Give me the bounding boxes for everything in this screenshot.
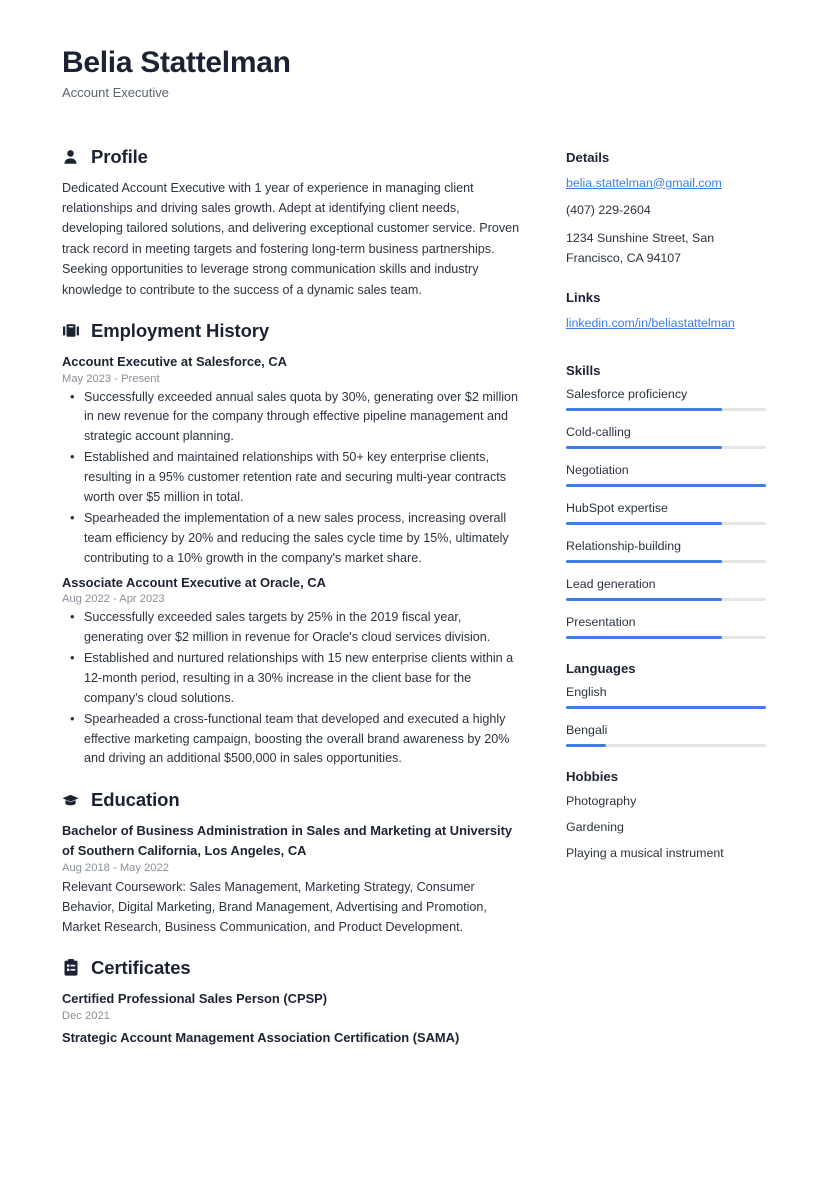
language-label: Bengali bbox=[566, 723, 608, 738]
skill-label: Relationship-building bbox=[566, 539, 682, 554]
skill-level-track bbox=[566, 446, 766, 449]
section-header-certificates bbox=[62, 957, 524, 979]
skill-level-fill bbox=[566, 636, 722, 639]
skill-label: Presentation bbox=[566, 615, 636, 630]
section-header-employment bbox=[62, 320, 524, 342]
email-link[interactable]: belia.stattelman@gmail.com bbox=[566, 175, 722, 190]
candidate-job-title: Account Executive bbox=[62, 84, 169, 100]
employment-entry-title: Account Executive at Salesforce, CA bbox=[62, 353, 287, 369]
employment-entry-bullets bbox=[62, 608, 524, 769]
section-employment-history bbox=[62, 320, 524, 769]
skill-level-track bbox=[566, 636, 766, 639]
resume-columns bbox=[62, 146, 773, 1068]
sidebar-block-hobbies bbox=[566, 769, 771, 863]
skill-item bbox=[566, 539, 771, 563]
skill-level-fill bbox=[566, 484, 766, 487]
bullet-item: • Established and maintained relationships with 50+ key enterprise clients, resulting in a 95% customer retention rate and securing multi-year contracts worth over $5 million in total. bbox=[62, 448, 524, 508]
bullet-item: • Spearheaded the implementation of a new sales process, increasing overall team efficiency by 20% and reducing the sales cycle time by 15%, ultimately contributing to a 10% growth in the company's market share. bbox=[62, 509, 524, 569]
skill-item bbox=[566, 577, 771, 601]
hobby-item: Photography bbox=[566, 794, 637, 809]
language-level-track bbox=[566, 706, 766, 709]
employment-entry bbox=[62, 573, 524, 770]
certificate-entry-title: Certified Professional Sales Person (CPSP) bbox=[62, 990, 328, 1006]
person-icon bbox=[62, 148, 79, 166]
skill-label: Cold-calling bbox=[566, 425, 631, 440]
education-entry-title: Bachelor of Business Administration in Sales and Marketing at University of Southern California, Los Angeles, CA bbox=[62, 823, 513, 858]
skill-item bbox=[566, 615, 771, 639]
skill-item bbox=[566, 463, 771, 487]
skill-label: Negotiation bbox=[566, 463, 629, 478]
hobby-item: Playing a musical instrument bbox=[566, 846, 724, 861]
section-profile bbox=[62, 146, 524, 300]
education-entry-date: Aug 2018 - May 2022 bbox=[62, 861, 169, 874]
skill-level-fill bbox=[566, 408, 722, 411]
bullet-item: • Successfully exceeded sales targets by 25% in the 2019 fiscal year, generating over $2 million in revenue for Oracle's cloud services division. bbox=[62, 608, 524, 648]
language-level-fill bbox=[566, 706, 766, 709]
section-title-profile: Profile bbox=[91, 145, 148, 167]
section-title-certificates: Certificates bbox=[91, 956, 191, 978]
main-column bbox=[62, 146, 524, 1068]
sidebar-title-languages: Languages bbox=[566, 661, 636, 677]
section-education bbox=[62, 789, 524, 937]
language-level-fill bbox=[566, 744, 606, 747]
skill-label: HubSpot expertise bbox=[566, 501, 668, 516]
employment-entry bbox=[62, 352, 524, 569]
education-entry-description: Relevant Coursework: Sales Management, Marketing Strategy, Consumer Behavior, Digital Marketing, Brand Management, Advertising and Promotion, Market Research, Business Communication, and Product Development. bbox=[62, 879, 487, 934]
education-entry bbox=[62, 821, 524, 937]
phone-text: (407) 229-2604 bbox=[566, 203, 651, 218]
sidebar-block-links bbox=[566, 290, 771, 342]
sidebar-title-hobbies: Hobbies bbox=[566, 769, 619, 785]
sidebar-block-skills bbox=[566, 363, 771, 639]
skill-level-fill bbox=[566, 560, 722, 563]
briefcase-icon bbox=[62, 322, 79, 340]
sidebar-block-languages bbox=[566, 661, 771, 747]
graduation-cap-icon bbox=[62, 791, 79, 809]
skill-item bbox=[566, 501, 771, 525]
sidebar-title-links: Links bbox=[566, 289, 601, 305]
section-header-education bbox=[62, 789, 524, 811]
bullet-item: • Successfully exceeded annual sales quota by 30%, generating over $2 million in new revenue for the company through effective pipeline management and strategic account planning. bbox=[62, 388, 524, 448]
skill-level-track bbox=[566, 560, 766, 563]
clipboard-icon bbox=[62, 959, 79, 977]
bullet-item: • Spearheaded a cross-functional team that developed and executed a highly effective marketing campaign, boosting the overall brand awareness by 20% and driving an additional $500,000 in sales opportunities. bbox=[62, 710, 524, 770]
employment-entry-date: May 2023 - Present bbox=[62, 372, 160, 385]
skill-level-fill bbox=[566, 598, 722, 601]
certificate-entry-date: Dec 2021 bbox=[62, 1009, 110, 1022]
skill-level-fill bbox=[566, 522, 722, 525]
certificate-entry bbox=[62, 989, 524, 1022]
skill-item bbox=[566, 387, 771, 411]
candidate-name: Belia Stattelman bbox=[62, 46, 291, 79]
sidebar-title-skills: Skills bbox=[566, 363, 601, 379]
resume-header bbox=[62, 46, 773, 100]
certificate-entry bbox=[62, 1028, 524, 1048]
language-item bbox=[566, 685, 771, 709]
language-label: English bbox=[566, 685, 607, 700]
linkedin-link[interactable]: linkedin.com/in/beliastattelman bbox=[566, 315, 735, 330]
skill-level-track bbox=[566, 408, 766, 411]
skill-level-track bbox=[566, 522, 766, 525]
section-header-profile bbox=[62, 146, 524, 168]
employment-entries bbox=[62, 352, 524, 769]
section-certificates bbox=[62, 957, 524, 1047]
section-title-education: Education bbox=[91, 789, 180, 811]
skill-level-track bbox=[566, 598, 766, 601]
employment-entry-title: Associate Account Executive at Oracle, CA bbox=[62, 574, 326, 590]
language-item bbox=[566, 723, 771, 747]
skill-label: Lead generation bbox=[566, 577, 656, 592]
skill-level-track bbox=[566, 484, 766, 487]
hobby-item: Gardening bbox=[566, 820, 624, 835]
profile-text: Dedicated Account Executive with 1 year of experience in managing client relationships and driving sales growth. Adept at identifying client needs, developing tailored solutions, and delivering exceptional customer service. Proven track record in meeting targets and fostering long-term business partnerships. Seeking opportunities to leverage strong communication skills and industry knowledge to contribute to the success of a dynamic sales team. bbox=[62, 180, 520, 297]
address-text: 1234 Sunshine Street, San Francisco, CA 94107 bbox=[566, 231, 715, 265]
section-title-employment: Employment History bbox=[91, 319, 270, 341]
skill-level-fill bbox=[566, 446, 722, 449]
sidebar-block-details bbox=[566, 150, 771, 268]
certificate-entry-title: Strategic Account Management Association Certification (SAMA) bbox=[62, 1029, 460, 1045]
skill-item bbox=[566, 425, 771, 449]
employment-entry-bullets bbox=[62, 388, 524, 569]
language-level-track bbox=[566, 744, 766, 747]
sidebar-column bbox=[566, 146, 771, 886]
sidebar-title-details: Details bbox=[566, 149, 610, 165]
skill-label: Salesforce proficiency bbox=[566, 387, 688, 402]
employment-entry-date: Aug 2022 - Apr 2023 bbox=[62, 593, 165, 606]
bullet-item: • Established and nurtured relationships with 15 new enterprise clients within a 12-month period, resulting in a 30% increase in the client base for the company's cloud solutions. bbox=[62, 649, 524, 709]
